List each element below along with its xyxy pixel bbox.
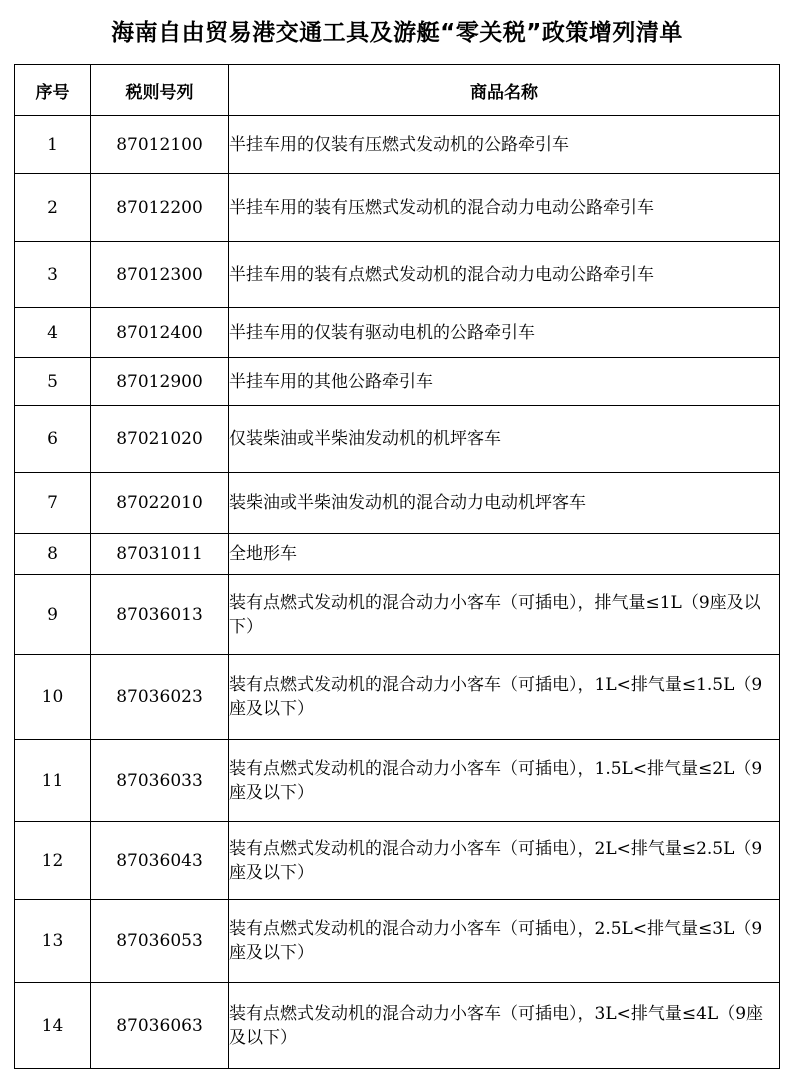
table-row [15,655,780,740]
row-serial-number: 2 [15,174,91,242]
table-row [15,116,780,174]
row-tariff-code: 87036013 [91,575,229,655]
row-tariff-code: 87012200 [91,174,229,242]
table-row [15,534,780,575]
table-row [15,740,780,822]
row-serial-number: 4 [15,308,91,358]
row-tariff-code: 87036023 [91,655,229,740]
row-tariff-code: 87012300 [91,242,229,308]
row-product-name: 装有点燃式发动机的混合动力小客车（可插电），排气量≤1L（9座及以下） [229,575,780,655]
header-serial-number: 序号 [15,65,91,116]
table-header-row [15,65,780,116]
row-serial-number: 10 [15,655,91,740]
row-product-name: 全地形车 [229,534,780,575]
row-tariff-code: 87036043 [91,822,229,900]
row-tariff-code: 87012100 [91,116,229,174]
row-serial-number: 3 [15,242,91,308]
page-title: 海南自由贸易港交通工具及游艇“零关税”政策增列清单 [111,20,683,46]
row-serial-number: 12 [15,822,91,900]
row-product-name: 装有点燃式发动机的混合动力小客车（可插电），1.5L<排气量≤2L（9座及以下） [229,740,780,822]
table-row [15,822,780,900]
row-tariff-code: 87036033 [91,740,229,822]
row-tariff-code: 87036053 [91,900,229,983]
tariff-list-table [14,64,780,1069]
row-product-name: 装有点燃式发动机的混合动力小客车（可插电），2L<排气量≤2.5L（9座及以下） [229,822,780,900]
header-product-name: 商品名称 [229,65,780,116]
row-tariff-code: 87036063 [91,983,229,1069]
row-product-name: 半挂车用的装有点燃式发动机的混合动力电动公路牵引车 [229,242,780,308]
row-serial-number: 5 [15,358,91,406]
table-row [15,473,780,534]
row-product-name: 半挂车用的装有压燃式发动机的混合动力电动公路牵引车 [229,174,780,242]
header-tariff-code: 税则号列 [91,65,229,116]
row-product-name: 装柴油或半柴油发动机的混合动力电动机坪客车 [229,473,780,534]
row-tariff-code: 87022010 [91,473,229,534]
table-row [15,358,780,406]
row-serial-number: 8 [15,534,91,575]
table-row [15,242,780,308]
table-row [15,900,780,983]
row-product-name: 仅装柴油或半柴油发动机的机坪客车 [229,406,780,473]
row-serial-number: 14 [15,983,91,1069]
table-row [15,406,780,473]
row-serial-number: 1 [15,116,91,174]
row-serial-number: 9 [15,575,91,655]
table-row [15,575,780,655]
row-product-name: 装有点燃式发动机的混合动力小客车（可插电），2.5L<排气量≤3L（9座及以下） [229,900,780,983]
row-serial-number: 6 [15,406,91,473]
row-product-name: 装有点燃式发动机的混合动力小客车（可插电），1L<排气量≤1.5L（9座及以下） [229,655,780,740]
row-tariff-code: 87031011 [91,534,229,575]
row-product-name: 半挂车用的仅装有驱动电机的公路牵引车 [229,308,780,358]
row-product-name: 半挂车用的仅装有压燃式发动机的公路牵引车 [229,116,780,174]
row-tariff-code: 87012900 [91,358,229,406]
table-row [15,174,780,242]
row-serial-number: 11 [15,740,91,822]
row-product-name: 半挂车用的其他公路牵引车 [229,358,780,406]
table-row [15,308,780,358]
row-serial-number: 7 [15,473,91,534]
row-serial-number: 13 [15,900,91,983]
row-product-name: 装有点燃式发动机的混合动力小客车（可插电），3L<排气量≤4L（9座及以下） [229,983,780,1069]
table-row [15,983,780,1069]
row-tariff-code: 87012400 [91,308,229,358]
row-tariff-code: 87021020 [91,406,229,473]
